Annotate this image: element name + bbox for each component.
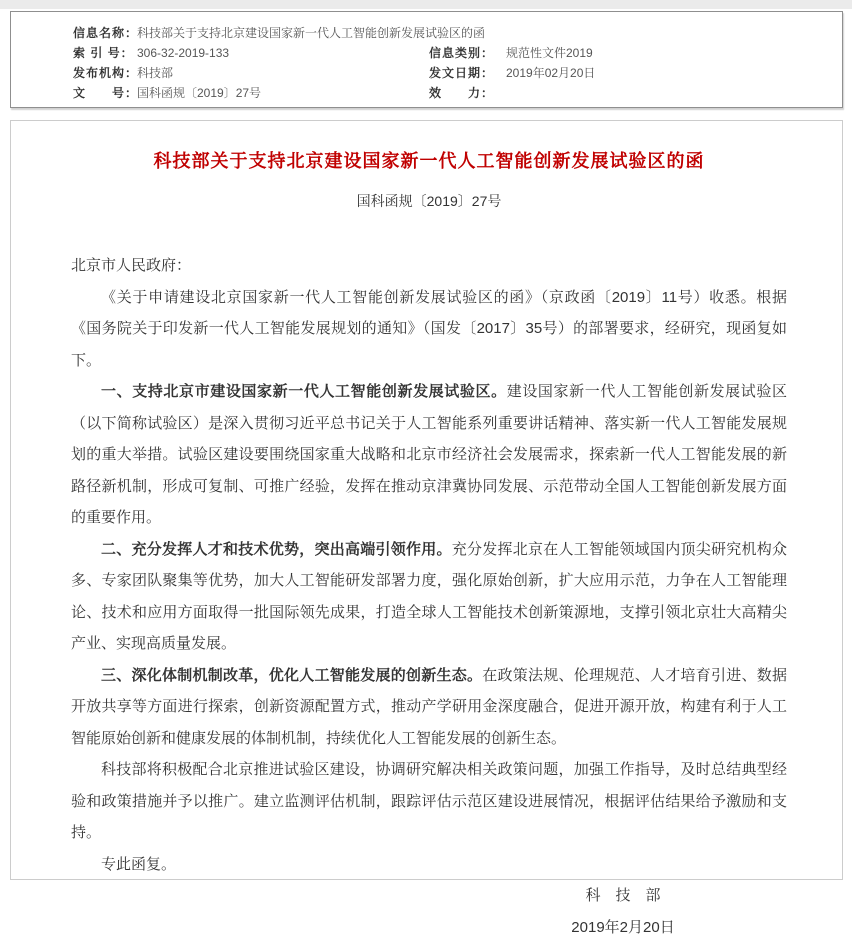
meta-row-index xyxy=(11,43,842,63)
index-number-label: 索 引 号： xyxy=(73,43,137,63)
info-category-label: 信息类别： xyxy=(429,43,506,63)
paragraph-item-2 xyxy=(71,534,787,660)
paragraph-reply-note xyxy=(71,849,787,881)
paragraph-closing-support-text: 科技部将积极配合北京推进试验区建设，协调研究解决相关政策问题，加强工作指导，及时总结典型经验和政策措施并予以推广。建立监测评估机制，跟踪评估示范区建设进展情况，根据评估结果给予激励和支持。 xyxy=(71,761,787,841)
info-meta-panel xyxy=(10,11,843,108)
issue-date-value: 2019年02月20日 xyxy=(506,63,595,83)
meta-row-agency xyxy=(11,63,842,83)
paragraph-item-3-text: 在政策法规、伦理规范、人才培育引进、数据开放共享等方面进行探索，创新资源配置方式，推动产学研用金深度融合，促进开源开放，构建有利于人工智能原始创新和健康发展的体制机制，持续优化人工智能发展的创新生态。 xyxy=(71,667,787,747)
paragraph-item-1-text: 建设国家新一代人工智能创新发展试验区（以下简称试验区）是深入贯彻习近平总书记关于人工智能系列重要讲话精神、落实新一代人工智能发展规划的重大举措。试验区建设要围绕国家重大战略和北京市经济社会发展需求，探索新一代人工智能发展的新路径新机制，形成可复制、可推广经验，发挥在推动京津冀协同发展、示范带动全国人工智能创新发展方面的重要作用。 xyxy=(71,383,787,526)
document-title: 科技部关于支持北京建设国家新一代人工智能创新发展试验区的函 xyxy=(71,149,787,174)
paragraph-item-3 xyxy=(71,660,787,755)
publish-agency-label: 发布机构： xyxy=(73,63,137,83)
paragraph-item-1-lead: 一、支持北京市建设国家新一代人工智能创新发展试验区。 xyxy=(101,383,507,400)
salutation: 北京市人民政府： xyxy=(71,250,787,282)
doc-number-value: 国科函规〔2019〕27号 xyxy=(137,83,429,103)
paragraph-item-1 xyxy=(71,376,787,534)
paragraph-intro-text: 《关于申请建设北京国家新一代人工智能创新发展试验区的函》（京政函〔2019〕11号）收悉。根据《国务院关于印发新一代人工智能发展规划的通知》（国发〔2017〕35号）的部署要求，经研究，现函复如下。 xyxy=(71,289,787,369)
info-category-value: 规范性文件2019 xyxy=(506,43,593,63)
issue-date-label: 发文日期： xyxy=(429,63,506,83)
info-name-value: 科技部关于支持北京建设国家新一代人工智能创新发展试验区的函 xyxy=(137,23,485,43)
document-body xyxy=(71,250,787,943)
paragraph-item-2-lead: 二、充分发挥人才和技术优势，突出高端引领作用。 xyxy=(101,541,452,558)
paragraph-reply-note-text: 专此函复。 xyxy=(101,856,176,873)
doc-number-label: 文 号： xyxy=(73,83,137,103)
page-top-strip xyxy=(0,0,852,9)
signature-date: 2019年2月20日 xyxy=(523,912,723,943)
publish-agency-value: 科技部 xyxy=(137,63,429,83)
document-panel xyxy=(10,120,843,880)
signature-agency: 科 技 部 xyxy=(523,880,723,912)
paragraph-item-2-text: 充分发挥北京在人工智能领域国内顶尖研究机构众多、专家团队聚集等优势，加大人工智能研发部署力度，强化原始创新，扩大应用示范，力争在人工智能理论、技术和应用方面取得一批国际领先成果，打造全球人工智能技术创新策源地，支撑引领北京壮大高精尖产业、实现高质量发展。 xyxy=(71,541,787,653)
paragraph-item-3-lead: 三、深化体制机制改革，优化人工智能发展的创新生态。 xyxy=(101,667,482,684)
meta-row-name xyxy=(11,23,842,43)
effectiveness-label: 效 力： xyxy=(429,83,506,103)
paragraph-closing-support xyxy=(71,754,787,849)
index-number-value: 306-32-2019-133 xyxy=(137,43,429,63)
paragraph-intro xyxy=(71,282,787,377)
document-number: 国科函规〔2019〕27号 xyxy=(71,192,787,210)
info-name-label: 信息名称： xyxy=(73,23,137,43)
signature-block xyxy=(523,880,723,943)
meta-row-docno xyxy=(11,83,842,103)
